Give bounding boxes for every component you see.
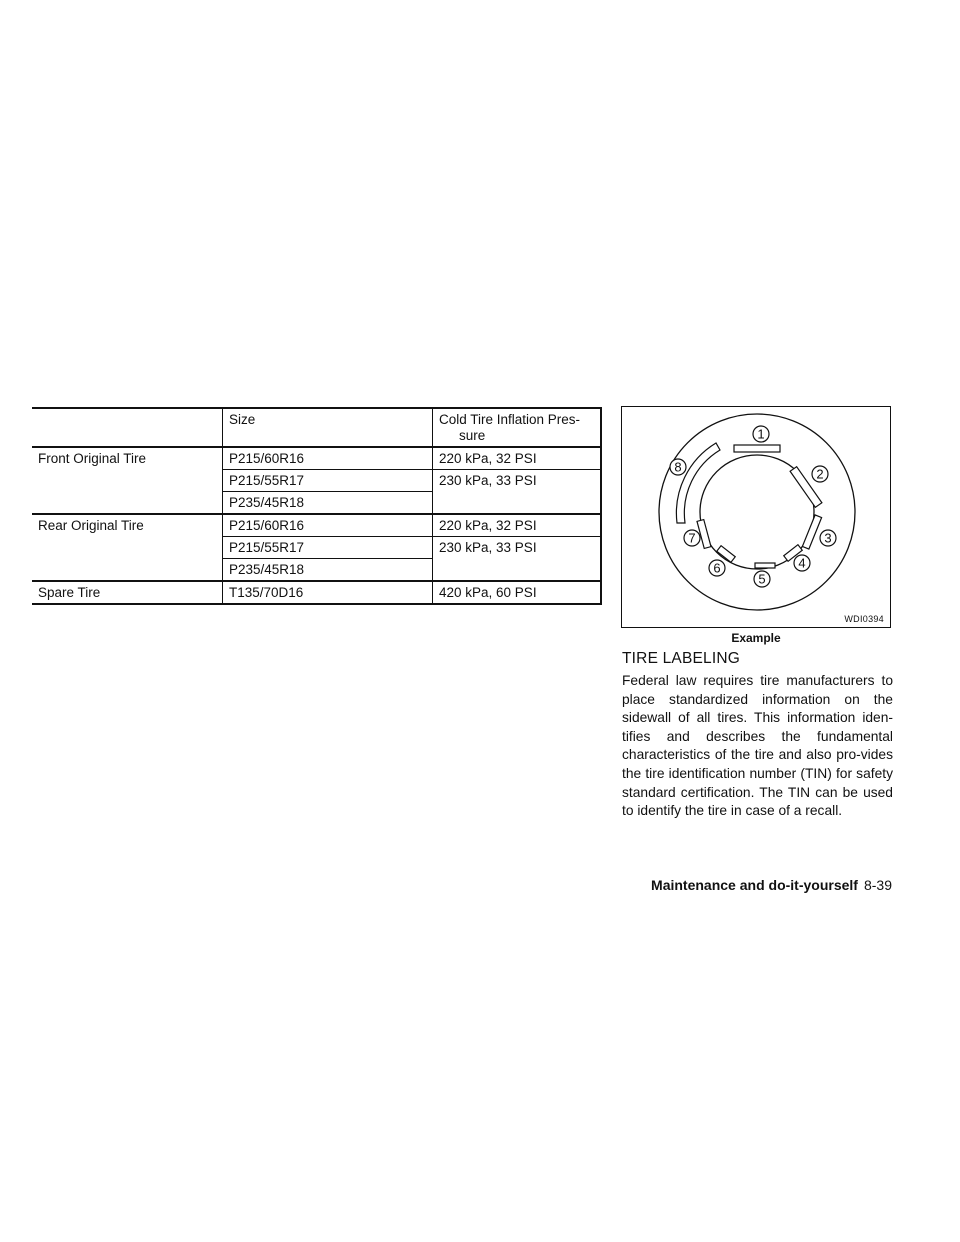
callout-6: 6 [713, 560, 721, 576]
figure-code: WDI0394 [844, 614, 884, 624]
table-header-pressure-line2: sure [459, 428, 486, 443]
callout-1: 1 [757, 426, 765, 442]
tire-pressure-table [32, 407, 602, 605]
callout-2: 2 [816, 466, 824, 482]
table-header-pressure [433, 408, 602, 447]
size-cell: P215/60R16 [223, 447, 433, 470]
pressure-cell: 220 kPa, 32 PSI [433, 447, 602, 470]
callout-5: 5 [758, 571, 766, 587]
size-cell: P235/45R18 [223, 492, 433, 515]
size-cell: P215/55R17 [223, 470, 433, 492]
callout-8: 8 [674, 459, 682, 475]
pressure-cell: 420 kPa, 60 PSI [433, 581, 602, 604]
pressure-cell: 230 kPa, 33 PSI [433, 470, 602, 515]
table-row [32, 447, 601, 470]
row-label-spare: Spare Tire [32, 581, 223, 604]
pressure-cell: 230 kPa, 33 PSI [433, 537, 602, 582]
tire-sidewall-diagram [622, 407, 892, 629]
table-header-pressure-line1: Cold Tire Inflation Pres- [439, 412, 581, 427]
callout-7: 7 [688, 530, 696, 546]
size-cell: P215/55R17 [223, 537, 433, 559]
footer-section-title: Maintenance and do-it-yourself [651, 877, 858, 893]
table-row [32, 581, 601, 604]
mark-8 [676, 443, 720, 523]
row-label-front: Front Original Tire [32, 447, 223, 514]
size-cell: T135/70D16 [223, 581, 433, 604]
section-heading: TIRE LABELING [622, 650, 741, 667]
row-label-rear: Rear Original Tire [32, 514, 223, 581]
page-footer [651, 877, 892, 893]
callout-3: 3 [824, 530, 832, 546]
mark-1 [734, 445, 780, 452]
table-row [32, 514, 601, 537]
tire-sidewall-figure [621, 406, 891, 628]
size-cell: P235/45R18 [223, 559, 433, 582]
callout-4: 4 [798, 555, 806, 571]
table-header-row [32, 408, 601, 447]
table-header-blank [32, 408, 223, 447]
section-body: Federal law requires tire manufacturers to place standardized information on the sidewall of all tires. This information iden-tifies and describes the fundamental characteristics of the tire and also pro-vides the tire identification number (TIN) for safety standard certification. The TIN can be used to identify the tire in case of a recall. [622, 673, 893, 819]
mark-3 [802, 515, 821, 549]
size-cell: P215/60R16 [223, 514, 433, 537]
table-header-size: Size [223, 408, 433, 447]
page-number: 8-39 [863, 877, 892, 893]
figure-caption: Example [731, 631, 781, 645]
pressure-cell: 220 kPa, 32 PSI [433, 514, 602, 537]
mark-5 [755, 563, 775, 568]
